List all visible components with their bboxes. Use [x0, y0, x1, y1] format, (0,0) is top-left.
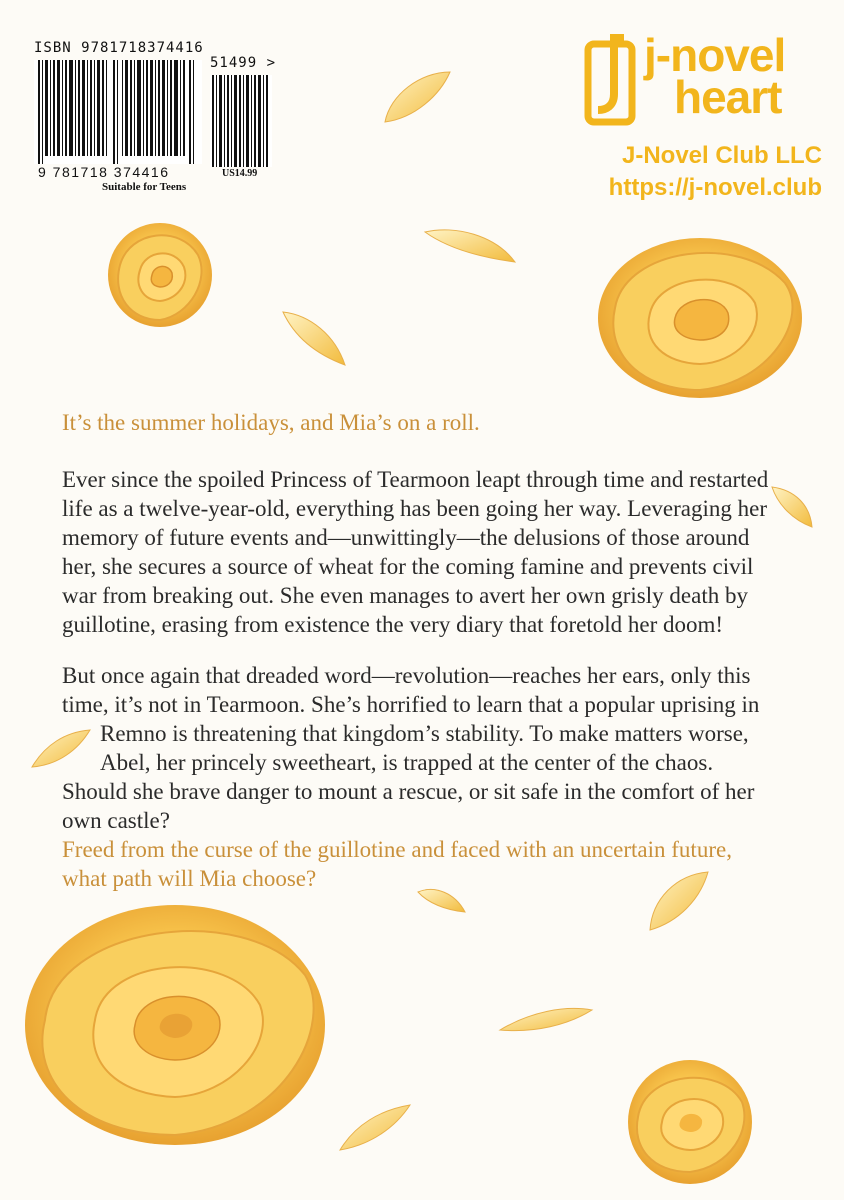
publisher-logo: [582, 30, 832, 130]
rose-top-right: [598, 238, 802, 398]
blurb-paragraph-2: [62, 661, 782, 893]
logo-line-2: heart: [674, 71, 782, 123]
price-barcode-bars-icon: [210, 75, 272, 167]
price-code: 51499 >: [210, 55, 277, 71]
barcode-digits: 9 781718 374416: [38, 164, 170, 180]
tagline: It’s the summer holidays, and Mia’s on a roll.: [62, 410, 480, 435]
blurb-paragraph-2-c: Abel, her princely sweetheart, is trapped at the center of the chaos. Should she brave danger to mount a rescue, or sit safe in the comfort of her own castle?: [62, 750, 755, 833]
isbn-barcode: [34, 40, 286, 195]
rose-bottom-left: [25, 905, 325, 1145]
blurb-paragraph-1: Ever since the spoiled Princess of Tearmoon leapt through time and restarted life as a twelve-year-old, everything has been going her way. Leveraging her memory of future events and—unwittingly—the delusions of those around her, she secures a source of wheat for the coming famine and prevents civil war from breaking out. She even manages to avert her own grisly death by guillotine, erasing from existence the very diary that foretold her doom!: [62, 467, 769, 637]
barcode-bars-icon: [34, 60, 202, 164]
book-logo-icon: [584, 34, 640, 126]
blurb-paragraph-2-c-lead: [62, 750, 100, 775]
rose-top-left: [108, 223, 212, 327]
blurb-paragraph-2-a: But once again that dreaded word—revolution—reaches her ears, only this time, it’s not in Tearmoon. She’s horrified to learn that a popular uprising in: [62, 663, 760, 717]
logo-line-1: j-novel: [644, 29, 786, 81]
publisher-url[interactable]: https://j-novel.club: [608, 174, 822, 201]
blurb-paragraph-2-b: Remno is threatening that kingdom’s stability. To make matters worse,: [100, 721, 749, 746]
publisher-name: J-Novel Club LLC: [621, 142, 822, 169]
age-rating: Suitable for Teens: [102, 181, 187, 193]
us-price: US14.99: [222, 168, 258, 179]
isbn-label: ISBN 9781718374416: [34, 40, 204, 56]
closing-question: Freed from the curse of the guillotine and faced with an uncertain future, what path will Mia choose?: [62, 837, 732, 891]
rose-bottom-right: [628, 1060, 752, 1184]
